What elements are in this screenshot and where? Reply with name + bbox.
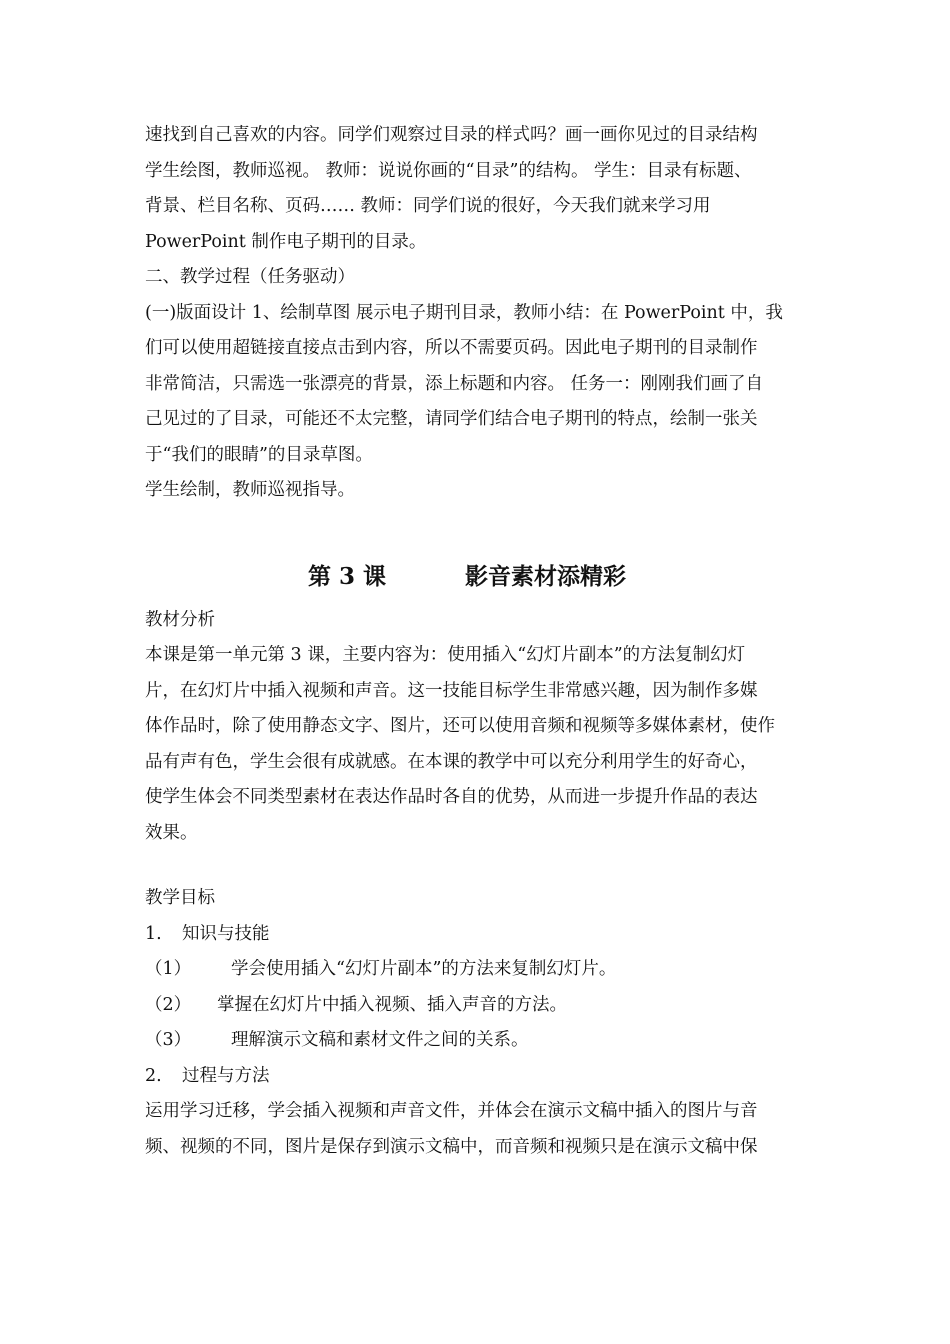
objective-item	[145, 1059, 810, 1095]
paragraph-line: 本课是第一单元第 3 课，主要内容为：使用插入“幻灯片副本”的方法复制幻灯	[145, 645, 746, 665]
objectives-section	[145, 881, 810, 1165]
sub-objective-text: 理解演示文稿和素材文件之间的关系。	[231, 1030, 529, 1050]
paragraph-line: 品有声有色，学生会很有成就感。在本课的教学中可以充分利用学生的好奇心，	[145, 751, 758, 772]
paragraph-line: 己见过的了目录，可能还不太完整，请同学们结合电子期刊的特点，绘制一张关	[145, 409, 758, 429]
section-heading: 二、教学过程（任务驱动）	[145, 267, 355, 287]
paragraph-line: 学生绘制，教师巡视指导。	[145, 480, 355, 500]
paragraph-line: (一)版面设计 1、绘制草图 展示电子期刊目录，教师小结：在 PowerPoint 中，我	[145, 302, 783, 323]
objective-label: 过程与方法	[182, 1065, 270, 1086]
document-page	[145, 118, 810, 1165]
objective-number: 2.	[145, 1065, 162, 1086]
paragraph-line: 于“我们的眼睛”的目录草图。	[145, 444, 373, 465]
objectives-heading: 教学目标	[145, 888, 215, 908]
sub-objective	[145, 1023, 810, 1059]
paragraph-line: 们可以使用超链接直接点击到内容，所以不需要页码。因此电子期刊的目录制作	[145, 338, 758, 358]
paragraph-line: 速找到自己喜欢的内容。同学们观察过目录的样式吗？画一画你见过的目录结构	[145, 125, 758, 145]
sub-objective-text: 掌握在幻灯片中插入视频、插入声音的方法。	[217, 994, 567, 1015]
paragraph-line: 片，在幻灯片中插入视频和声音。这一技能目标学生非常感兴趣，因为制作多媒	[145, 680, 758, 701]
lesson-number: 第 3 课	[308, 562, 387, 590]
objective-item	[145, 917, 810, 953]
analysis-section	[145, 603, 810, 852]
sub-objective-text: 学会使用插入“幻灯片副本”的方法来复制幻灯片。	[231, 959, 617, 979]
paragraph-line: 效果。	[145, 822, 198, 843]
paragraph-line: 使学生体会不同类型素材在表达作品时各自的优势，从而进一步提升作品的表达	[145, 787, 758, 807]
paragraph-line: 背景、栏目名称、页码…… 教师：同学们说的很好，今天我们就来学习用	[145, 196, 711, 216]
sub-objective	[145, 952, 810, 988]
sub-objective-number: （2）	[145, 994, 192, 1015]
lesson-name: 影音素材添精彩	[465, 562, 626, 590]
intro-section	[145, 118, 810, 509]
paragraph-line: 非常简洁，只需选一张漂亮的背景，添上标题和内容。 任务一：刚刚我们画了自	[145, 373, 764, 394]
paragraph-line: 学生绘图，教师巡视。 教师：说说你画的“目录”的结构。 学生：目录有标题、	[145, 160, 752, 181]
analysis-heading: 教材分析	[145, 609, 215, 630]
sub-objective-number: （3）	[145, 1030, 192, 1050]
paragraph-line: 频、视频的不同，图片是保存到演示文稿中，而音频和视频只是在演示文稿中保	[145, 1136, 758, 1157]
sub-objective	[145, 988, 810, 1024]
objective-number: 1.	[145, 923, 162, 944]
sub-objective-number: （1）	[145, 959, 192, 979]
paragraph-line: 体作品时，除了使用静态文字、图片，还可以使用音频和视频等多媒体素材，使作	[145, 716, 775, 736]
paragraph-line: 运用学习迁移，学会插入视频和声音文件，并体会在演示文稿中插入的图片与音	[145, 1101, 758, 1121]
paragraph-line: PowerPoint 制作电子期刊的目录。	[145, 231, 427, 252]
objective-label: 知识与技能	[182, 923, 270, 944]
lesson-title	[145, 551, 810, 603]
